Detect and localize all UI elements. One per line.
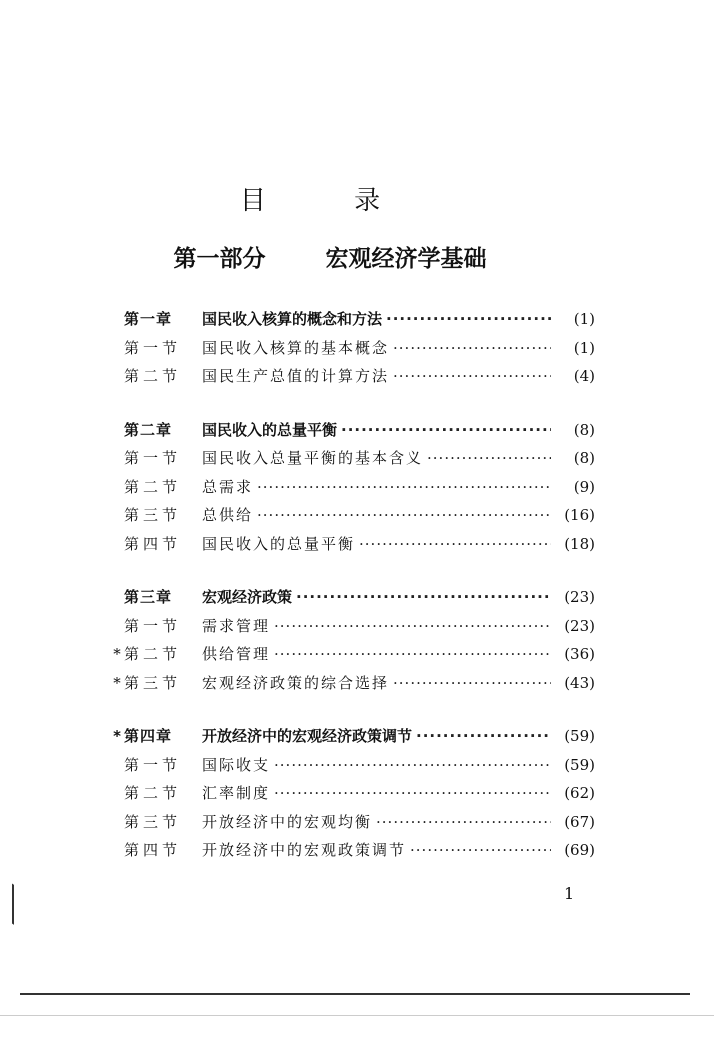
entry-number: 第二节	[124, 645, 182, 663]
entry-number: 第二节	[124, 367, 182, 385]
section-entry[interactable]	[110, 836, 595, 865]
entry-page: (59)	[564, 727, 595, 745]
entry-page: (69)	[564, 841, 595, 859]
entry-title: 开放经济中的宏观经济政策调节	[202, 727, 413, 745]
star-mark: *	[113, 645, 121, 663]
section-entry[interactable]	[110, 334, 595, 363]
entry-number: 第一节	[124, 449, 182, 467]
dot-leader	[274, 779, 551, 808]
entry-number: 第二章	[124, 420, 173, 439]
entry-number: 第二节	[124, 784, 182, 802]
entry-title: 宏观经济政策的综合选择	[202, 673, 390, 692]
section-entry[interactable]	[110, 530, 595, 559]
entry-title: 总供给	[202, 506, 254, 524]
dot-leader	[257, 473, 551, 502]
dot-leader	[393, 334, 551, 363]
entry-page: (23)	[564, 616, 595, 635]
dot-leader	[410, 836, 551, 865]
star-mark: *	[113, 673, 121, 692]
scan-artifact	[0, 875, 14, 925]
entry-number: 第三章	[124, 588, 173, 606]
entry-number: 第三节	[124, 812, 182, 831]
dot-leader	[427, 444, 551, 473]
chapter-block	[110, 416, 595, 559]
entry-number: 第三节	[124, 673, 182, 692]
chapter-entry[interactable]	[110, 583, 595, 612]
entry-title: 开放经济中的宏观政策调节	[202, 841, 407, 859]
entry-number: 第一章	[124, 310, 173, 328]
entry-page: (62)	[564, 784, 595, 802]
chapter-entry[interactable]	[110, 305, 595, 334]
entry-page: (59)	[564, 755, 595, 774]
entry-title: 国民收入的总量平衡	[202, 534, 356, 553]
dot-leader	[274, 640, 551, 669]
entry-page: (1)	[573, 338, 595, 357]
part-label: 第一部分	[173, 246, 266, 272]
part-name: 宏观经济学基础	[325, 246, 487, 272]
dot-leader	[393, 669, 551, 698]
dot-leader	[393, 362, 551, 391]
chapter-block	[110, 583, 595, 697]
entry-number: 第一节	[124, 338, 182, 357]
entry-title: 国民生产总值的计算方法	[202, 367, 390, 385]
dot-leader	[341, 416, 551, 445]
entry-page: (9)	[573, 477, 595, 496]
section-entry[interactable]	[110, 779, 595, 808]
entry-title: 总需求	[202, 477, 254, 496]
entry-page: (43)	[564, 673, 595, 692]
section-entry[interactable]	[110, 751, 595, 780]
entry-number: 第四章	[124, 727, 173, 745]
section-entry[interactable]	[110, 612, 595, 641]
entry-title: 开放经济中的宏观均衡	[202, 812, 373, 831]
entry-title: 宏观经济政策	[202, 588, 293, 606]
entry-title: 国民收入总量平衡的基本含义	[202, 449, 424, 467]
entry-page: (23)	[564, 588, 595, 606]
dot-leader	[416, 722, 551, 751]
entry-page: (8)	[573, 449, 595, 467]
section-entry[interactable]	[110, 640, 595, 669]
dot-leader	[376, 808, 551, 837]
entry-number: 第四节	[124, 534, 182, 553]
page-number: 1	[564, 884, 575, 903]
section-entry[interactable]	[110, 444, 595, 473]
entry-page: (8)	[573, 420, 595, 439]
entry-number: 第一节	[124, 755, 182, 774]
entry-page: (4)	[573, 367, 595, 385]
chapter-entry[interactable]	[110, 416, 595, 445]
dot-leader	[386, 305, 551, 334]
section-entry[interactable]	[110, 362, 595, 391]
entry-title: 汇率制度	[202, 784, 271, 802]
entry-page: (1)	[573, 310, 595, 328]
section-entry[interactable]	[110, 473, 595, 502]
chapter-entry[interactable]	[110, 722, 595, 751]
entry-page: (16)	[564, 506, 595, 524]
part-title	[0, 240, 660, 273]
toc-title: 目 录	[239, 186, 421, 216]
entry-title: 需求管理	[202, 616, 271, 635]
entry-number: 第二节	[124, 477, 182, 496]
entry-title: 国民收入核算的基本概念	[202, 338, 390, 357]
entry-page: (67)	[564, 812, 595, 831]
table-of-contents	[110, 305, 595, 890]
dot-leader	[257, 501, 551, 530]
section-entry[interactable]	[110, 669, 595, 698]
dot-leader	[274, 612, 551, 641]
chapter-block	[110, 722, 595, 865]
dot-leader	[274, 751, 551, 780]
entry-page: (36)	[564, 645, 595, 663]
entry-number: 第三节	[124, 506, 182, 524]
entry-title: 国际收支	[202, 755, 271, 774]
entry-title: 供给管理	[202, 645, 271, 663]
dot-leader	[296, 583, 551, 612]
entry-number: 第四节	[124, 841, 182, 859]
entry-page: (18)	[564, 534, 595, 553]
dot-leader	[359, 530, 551, 559]
section-entry[interactable]	[110, 808, 595, 837]
entry-number: 第一节	[124, 616, 182, 635]
chapter-block	[110, 305, 595, 391]
bottom-edge	[0, 1015, 714, 1016]
section-entry[interactable]	[110, 501, 595, 530]
entry-title: 国民收入的总量平衡	[202, 420, 338, 439]
star-mark: *	[113, 727, 121, 745]
entry-title: 国民收入核算的概念和方法	[202, 310, 383, 328]
bottom-rule	[20, 993, 690, 995]
